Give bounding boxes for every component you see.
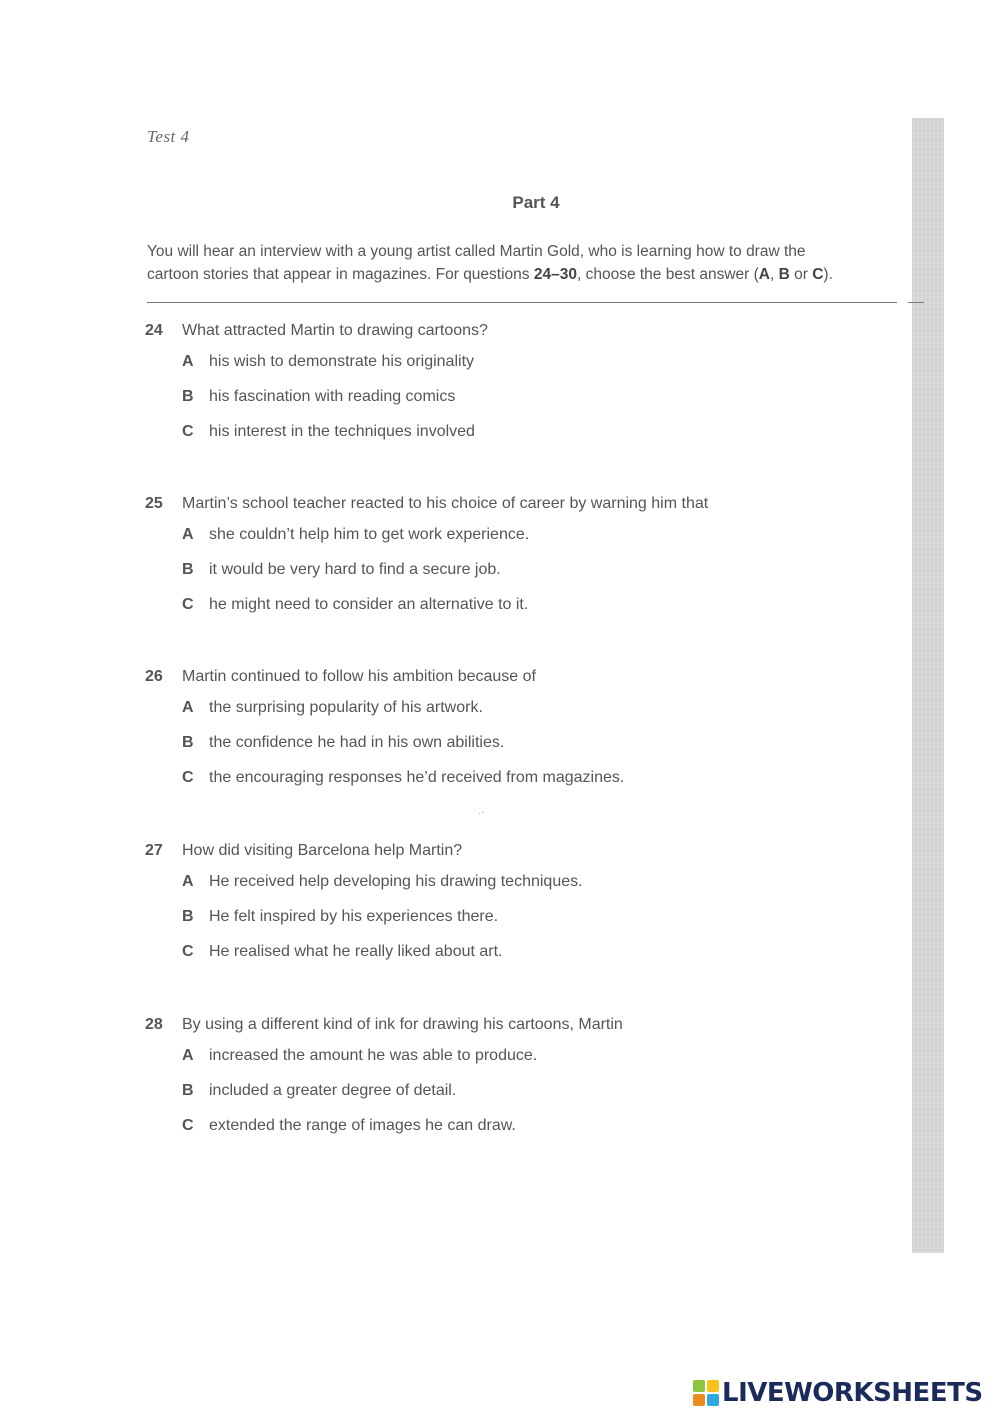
logo-square-orange <box>693 1394 705 1406</box>
question-text: Martin continued to follow his ambition because of <box>182 668 536 685</box>
option-letter: B <box>182 908 194 925</box>
instructions-line-1: You will hear an interview with a young artist called Martin Gold, who is learning how to draw the <box>147 243 806 260</box>
option-b[interactable] <box>182 379 905 414</box>
question-stem <box>145 491 905 517</box>
scan-shadow-edge <box>912 118 944 1253</box>
separator: , <box>769 266 779 283</box>
logo-square-blue <box>707 1394 719 1406</box>
option-a[interactable] <box>182 344 905 379</box>
answer-letter-a: A <box>758 266 770 283</box>
question-number: 28 <box>145 1016 163 1033</box>
option-text: it would be very hard to find a secure job. <box>209 561 501 578</box>
option-text: the confidence he had in his own abilities. <box>209 734 505 751</box>
divider-rule <box>147 302 897 303</box>
question-text: How did visiting Barcelona help Martin? <box>182 842 463 859</box>
instructions-text: cartoon stories that appear in magazines. For questions <box>147 266 534 283</box>
option-a[interactable] <box>182 1038 905 1073</box>
option-text: included a greater degree of detail. <box>209 1082 457 1099</box>
option-letter: C <box>182 769 194 786</box>
question-number: 24 <box>145 322 163 339</box>
option-b[interactable] <box>182 1073 905 1108</box>
question-range: 24–30 <box>533 266 577 283</box>
separator: or <box>789 266 813 283</box>
question-stem <box>145 1012 905 1038</box>
answer-letter-c: C <box>812 266 824 283</box>
option-a[interactable] <box>182 690 905 725</box>
question-26 <box>145 664 905 795</box>
running-head: Test 4 <box>147 127 190 146</box>
option-text: He felt inspired by his experiences there. <box>209 908 499 925</box>
option-letter: C <box>182 1117 194 1134</box>
option-letter: B <box>182 734 194 751</box>
option-letter: C <box>182 943 194 960</box>
answer-letter-b: B <box>778 266 790 283</box>
option-b[interactable] <box>182 552 905 587</box>
option-c[interactable] <box>182 760 905 795</box>
question-text: Martin’s school teacher reacted to his choice of career by warning him that <box>182 495 709 512</box>
option-letter: B <box>182 1082 194 1099</box>
question-number: 27 <box>145 842 163 859</box>
option-letter: C <box>182 596 194 613</box>
question-stem <box>145 838 905 864</box>
option-text: he might need to consider an alternative to it. <box>209 596 529 613</box>
instructions-text: , choose the best answer ( <box>576 266 759 283</box>
scan-speck: ·‧ <box>478 808 485 819</box>
option-letter: A <box>182 526 194 543</box>
question-24 <box>145 318 905 449</box>
option-c[interactable] <box>182 414 905 449</box>
option-letter: A <box>182 873 194 890</box>
divider-rule-tail <box>908 302 924 303</box>
option-text: she couldn’t help him to get work experience. <box>209 526 530 543</box>
option-text: his wish to demonstrate his originality <box>209 353 475 370</box>
option-letter: B <box>182 561 194 578</box>
instructions-line-2 <box>147 263 937 286</box>
question-text: What attracted Martin to drawing cartoons? <box>182 322 488 339</box>
logo-text: LIVEWORKSHEETS <box>722 1378 983 1408</box>
instructions-end: ). <box>823 266 833 283</box>
question-25 <box>145 491 905 622</box>
logo-square-green <box>693 1380 705 1392</box>
option-letter: A <box>182 699 194 716</box>
question-stem <box>145 664 905 690</box>
liveworksheets-logo <box>693 1378 983 1408</box>
option-text: He received help developing his drawing techniques. <box>209 873 583 890</box>
logo-square-yellow <box>707 1380 719 1392</box>
option-text: his interest in the techniques involved <box>209 423 475 440</box>
liveworksheets-logo-icon <box>693 1380 719 1406</box>
option-a[interactable] <box>182 517 905 552</box>
option-c[interactable] <box>182 587 905 622</box>
option-c[interactable] <box>182 1108 905 1143</box>
question-stem <box>145 318 905 344</box>
part-title: Part 4 <box>512 193 560 212</box>
option-text: extended the range of images he can draw. <box>209 1117 516 1134</box>
question-text: By using a different kind of ink for drawing his cartoons, Martin <box>182 1016 623 1033</box>
option-text: the surprising popularity of his artwork. <box>209 699 483 716</box>
option-c[interactable] <box>182 934 905 969</box>
option-letter: A <box>182 1047 194 1064</box>
option-letter: B <box>182 388 194 405</box>
option-text: the encouraging responses he’d received from magazines. <box>209 769 625 786</box>
option-b[interactable] <box>182 899 905 934</box>
option-text: his fascination with reading comics <box>209 388 456 405</box>
question-number: 25 <box>145 495 163 512</box>
option-text: increased the amount he was able to produce. <box>209 1047 538 1064</box>
question-28 <box>145 1012 905 1143</box>
option-letter: C <box>182 423 194 440</box>
question-number: 26 <box>145 668 163 685</box>
question-27 <box>145 838 905 969</box>
instructions <box>147 240 937 286</box>
option-text: He realised what he really liked about art. <box>209 943 503 960</box>
option-b[interactable] <box>182 725 905 760</box>
option-letter: A <box>182 353 194 370</box>
option-a[interactable] <box>182 864 905 899</box>
